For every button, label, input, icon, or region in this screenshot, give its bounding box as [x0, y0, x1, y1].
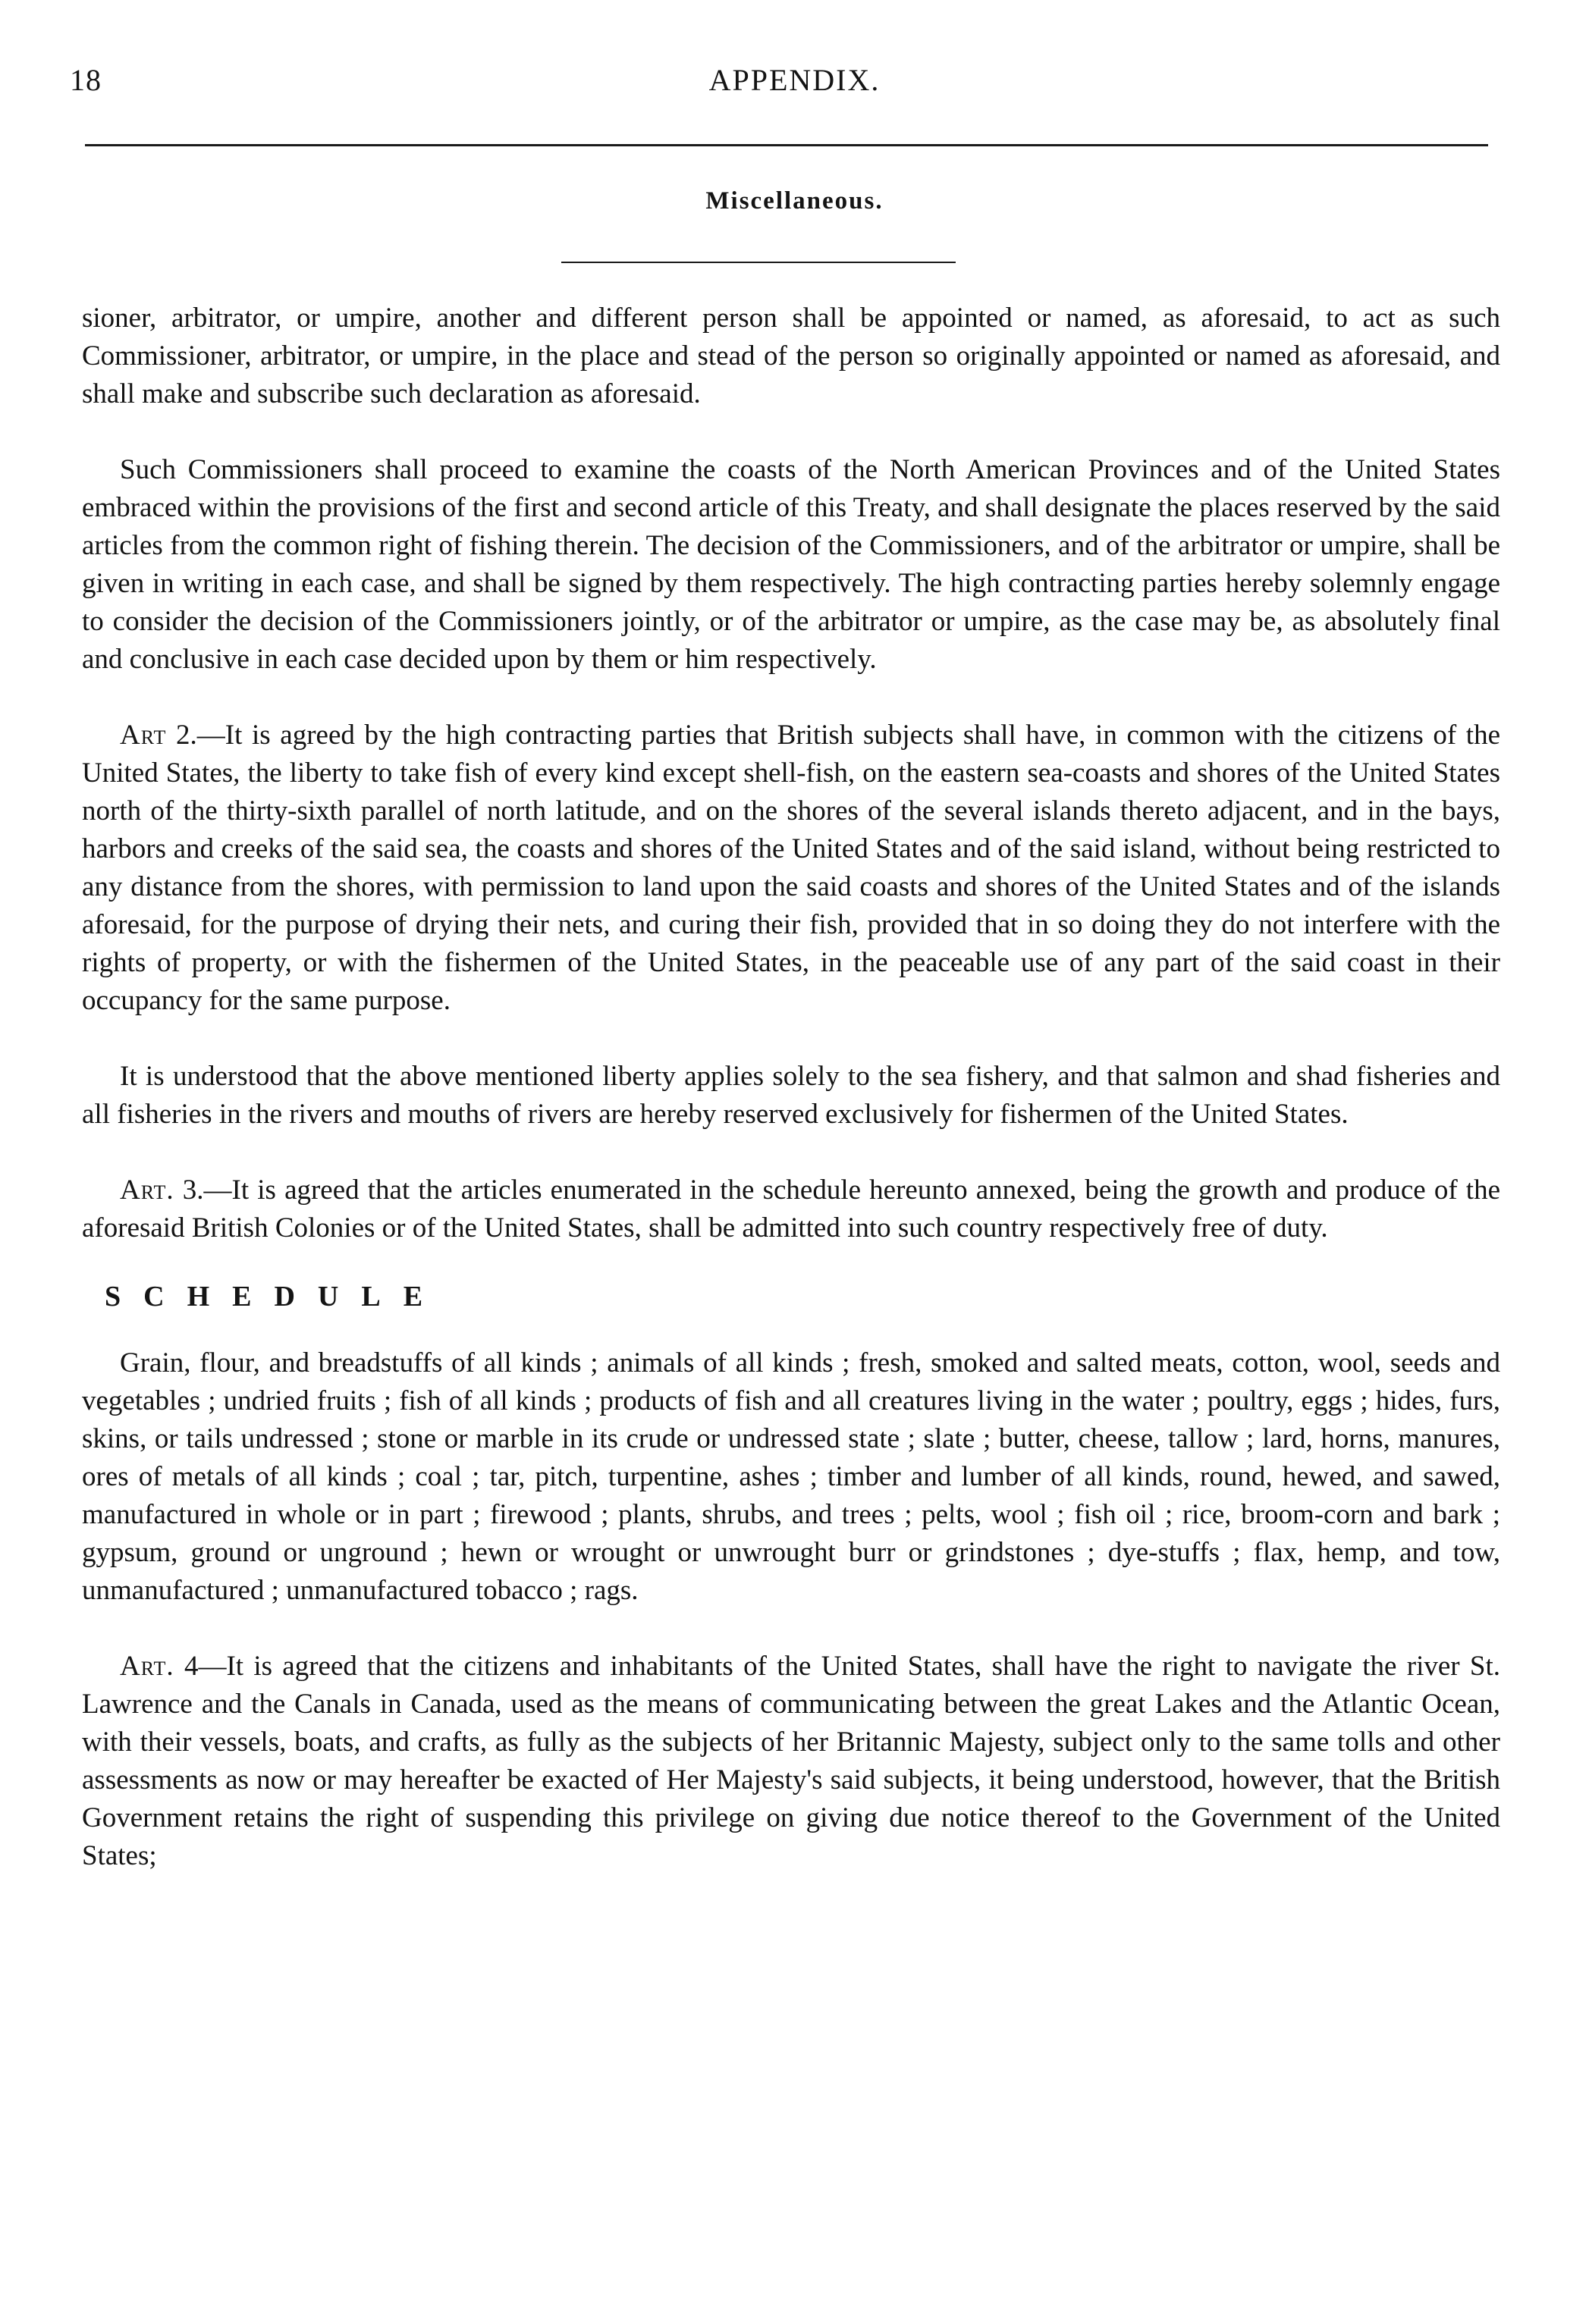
- section-title: Miscellaneous.: [705, 187, 884, 215]
- header-rule: [85, 144, 1488, 146]
- schedule-heading: SCHEDULE: [105, 1281, 446, 1313]
- article-2-label: Art: [120, 720, 167, 751]
- paragraph-continuation: sioner, arbitrator, or umpire, another and different person shall be appointed or named, as aforesaid, to act as such Commissioner, arbitrator, or umpire, in the place and stead of the person so originally appointed or named as aforesaid, and shall make and subscribe such declaration as aforesaid.: [82, 303, 1500, 409]
- paragraph-commissioners: Such Commissioners shall proceed to examine the coasts of the North American Provinces and of the United States embraced within the provisions of the first and second article of this Treaty, and shall designate the places reserved by the said articles from the common right of fishing therein. The decision of the Commissioners, and of the arbitrator or umpire, shall be given in writing in each case, and shall be signed by them respectively. The high contracting parties hereby solemnly engage to consider the decision of the Commissioners jointly, or of the arbitrator or umpire, as the case may be, as absolutely final and conclusive in each case decided upon by them or him respectively.: [82, 454, 1500, 675]
- running-head: APPENDIX.: [708, 63, 881, 97]
- paragraph-article-3: [82, 1171, 1500, 1247]
- section-rule: [561, 262, 956, 263]
- page-header: [0, 0, 1589, 106]
- article-4-label: Art.: [120, 1651, 174, 1682]
- article-3-label: Art.: [120, 1175, 174, 1206]
- article-4-text: 4—It is agreed that the citizens and inhabitants of the United States, shall have the right to navigate the river St. Lawrence and the Canals in Canada, used as the means of communicating between the great Lakes and the Atlantic Ocean, with their vessels, boats, and crafts, as fully as the subjects of her Britannic Majesty, subject only to the same tolls and other assessments as now or may hereafter be exacted of Her Majesty's said subjects, it being understood, however, that the British Government retains the right of suspending this privilege on giving due notice thereof to the Government of the United States;: [82, 1651, 1500, 1871]
- paragraph-fishery-note: It is understood that the above mentioned liberty applies solely to the sea fishery, and that salmon and shad fisheries and all fisheries in the rivers and mouths of rivers are hereby reserved exclusively for fishermen of the United States.: [82, 1061, 1500, 1130]
- article-3-text: 3.—It is agreed that the articles enumerated in the schedule hereunto annexed, being the growth and produce of the aforesaid British Colonies or of the United States, shall be admitted into such country respectively free of duty.: [82, 1175, 1501, 1244]
- article-2-text: 2.—It is agreed by the high contracting parties that British subjects shall have, in common with the citizens of the United States, the liberty to take fish of every kind except shell-fish, on the eastern sea-coasts and shores of the United States north of the thirty-sixth parallel of north latitude, and on the shores of the several islands thereto adjacent, and in the bays, harbors and creeks of the said sea, the coasts and shores of the United States and of the said island, without being restricted to any distance from the shores, with permission to land upon the said coasts and shores of the United States and of the islands aforesaid, for the purpose of drying their nets, and curing their fish, provided that in so doing they do not interfere with the rights of property, or with the fishermen of the United States, in the peaceable use of any part of the said coast in their occupancy for the same purpose.: [82, 720, 1501, 1016]
- page-number: 18: [70, 63, 102, 97]
- body-text: [82, 300, 1500, 1913]
- paragraph-schedule: Grain, flour, and breadstuffs of all kinds ; animals of all kinds ; fresh, smoked and salted meats, cotton, wool, seeds and vegetables ; undried fruits ; fish of all kinds ; products of fish and all creatures living in the water ; poultry, eggs ; hides, furs, skins, or tails undressed ; stone or marble in its crude or undressed state ; slate ; butter, cheese, tallow ; lard, horns, manures, ores of metals of all kinds ; coal ; tar, pitch, turpentine, ashes ; timber and lumber of all kinds, round, hewed, and sawed, manufactured in whole or in part ; firewood ; plants, shrubs, and trees ; pelts, wool ; fish oil ; rice, broom-corn and bark ; gypsum, ground or unground ; hewn or wrought or unwrought burr or grindstones ; dye-stuffs ; flax, hemp, and tow, unmanufactured ; unmanufactured tobacco ; rags.: [82, 1347, 1500, 1606]
- paragraph-article-4: [82, 1648, 1500, 1875]
- paragraph-article-2: [82, 717, 1500, 1020]
